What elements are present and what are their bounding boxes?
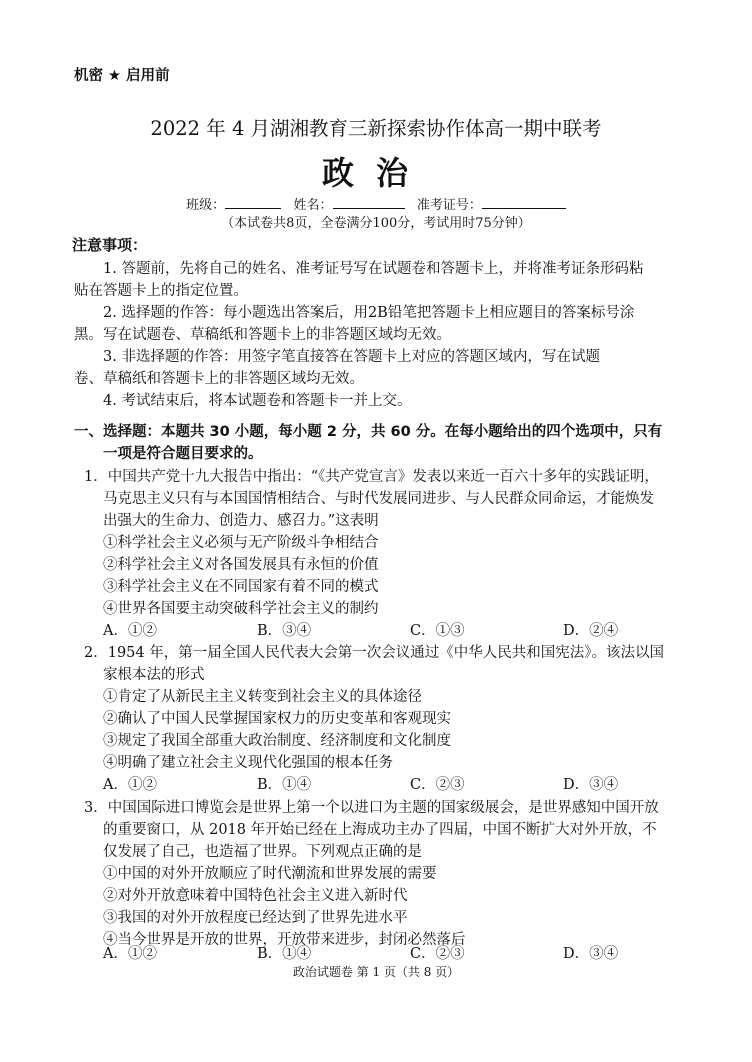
notes-line: 4. 考试结束后，将本试题卷和答题卡一并上交。: [103, 393, 412, 409]
question-1-option-a: A．①②: [103, 623, 157, 639]
question-1-stem: 马克思主义只有与本国国情相结合、与时代发展同进步、与人民群众同命运，才能焕发: [103, 491, 654, 507]
ticket-label: 准考证号：: [416, 198, 482, 213]
question-2-option-a: A．①②: [103, 777, 157, 793]
class-label: 班级：: [186, 198, 226, 213]
notes-title: 注意事项：: [72, 236, 148, 254]
question-3-stem: 3．中国国际进口博览会是世界上第一个以进口为主题的国家级展会，是世界感知中国开放: [84, 800, 659, 816]
notes-line: 黑。写在试题卷、草稿纸和答题卡上的非答题区域均无效。: [74, 327, 451, 343]
question-1-stem: 出强大的生命力、创造力、感召力。”这表明: [103, 513, 379, 529]
page-footer: 政治试题卷 第 1 页（共 8 页）: [292, 965, 460, 979]
question-3-option-a: A．①②: [103, 946, 157, 962]
question-3-option-d: D．③④: [563, 946, 619, 962]
notes-line: 贴在答题卡上的指定位置。: [74, 283, 248, 299]
question-2-item: ③规定了我国全部重大政治制度、经济制度和文化制度: [103, 733, 451, 749]
section-heading: 一、选择题：本题共 30 小题，每小题 2 分，共 60 分。在每小题给出的四个选项中，只有: [74, 424, 663, 440]
question-2-option-c: C．②③: [410, 777, 465, 793]
exam-info-note: （本试卷共8页，全卷满分100分，考试用时75分钟）: [221, 216, 531, 231]
question-2-item: ①肯定了从新民主主义转变到社会主义的具体途径: [103, 689, 422, 705]
question-3-stem: 仅发展了自己，也造福了世界。下列观点正确的是: [103, 844, 422, 860]
question-3-item: ②对外开放意味着中国特色社会主义进入新时代: [103, 888, 408, 904]
question-1-item: ③科学社会主义在不同国家有着不同的模式: [103, 579, 379, 595]
question-1-item: ②科学社会主义对各国发展具有永恒的价值: [103, 557, 379, 573]
confidential-mark: 机密 ★ 启用前: [74, 68, 170, 84]
notes-line: 2. 选择题的作答：每小题选出答案后，用2B铅笔把答题卡上相应题目的答案标号涂: [103, 305, 635, 321]
subject-title: 政治: [321, 154, 430, 192]
question-2-option-d: D．③④: [563, 777, 619, 793]
student-info-line: [0, 194, 752, 213]
class-blank: [225, 196, 281, 209]
notes-line: 卷、草稿纸和答题卡上的非答题区域均无效。: [74, 371, 364, 387]
question-1-stem: 1．中国共产党十九大报告中指出：“《共产党宣言》发表以来近一百六十多年的实践证明，: [84, 469, 659, 485]
name-blank: [333, 196, 405, 209]
question-1-item: ①科学社会主义必须与无产阶级斗争相结合: [103, 535, 379, 551]
question-2-option-b: B．①④: [257, 777, 312, 793]
question-1-option-c: C．①③: [410, 623, 465, 639]
ticket-blank: [482, 196, 566, 209]
question-2-item: ④明确了建立社会主义现代化强国的根本任务: [103, 755, 393, 771]
notes-line: 1. 答题前，先将自己的姓名、准考证号写在试题卷和答题卡上，并将准考证条形码粘: [103, 261, 644, 277]
exam-title: 2022 年 4 月湖湘教育三新探索协作体高一期中联考: [150, 117, 602, 140]
question-3-item: ③我国的对外开放程度已经达到了世界先进水平: [103, 910, 408, 926]
question-3-stem: 的重要窗口，从 2018 年开始已经在上海成功主办了四届，中国不断扩大对外开放，不: [103, 822, 657, 838]
question-3-option-b: B．①④: [257, 946, 312, 962]
question-1-option-d: D．②④: [563, 623, 619, 639]
question-3-item: ④当今世界是开放的世界，开放带来进步，封闭必然落后: [103, 932, 466, 948]
question-1-option-b: B．③④: [257, 623, 312, 639]
name-label: 姓名：: [293, 198, 333, 213]
question-1-item: ④世界各国要主动突破科学社会主义的制约: [103, 601, 379, 617]
section-heading: 一项是符合题目要求的。: [103, 446, 263, 462]
notes-line: 3. 非选择题的作答：用签字笔直接答在答题卡上对应的答题区域内，写在试题: [103, 349, 600, 365]
question-2-item: ②确认了中国人民掌握国家权力的历史变革和客观现实: [103, 711, 451, 727]
question-3-item: ①中国的对外开放顺应了时代潮流和世界发展的需要: [103, 866, 437, 882]
question-2-stem: 家根本法的形式: [103, 667, 205, 683]
question-2-stem: 2．1954 年，第一届全国人民代表大会第一次会议通过《中华人民共和国宪法》。该法以国: [84, 645, 664, 661]
question-3-option-c: C．②③: [410, 946, 465, 962]
